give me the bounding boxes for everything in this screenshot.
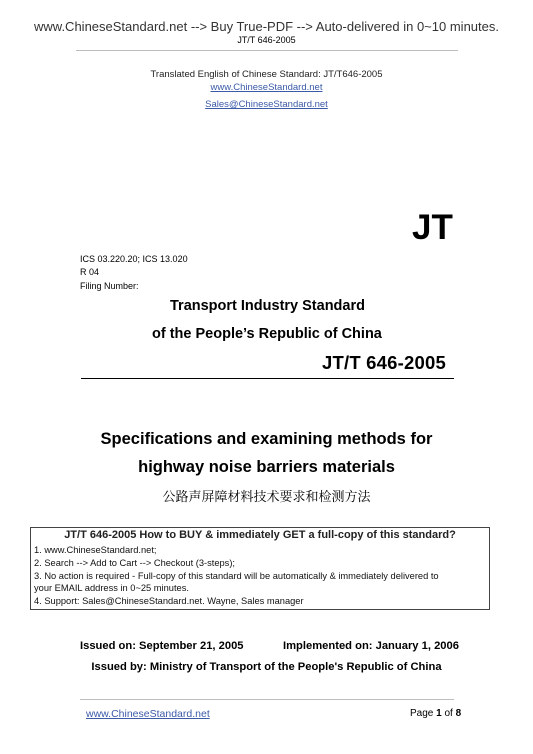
- purchase-step-3-cont: your EMAIL address in 0~25 minutes.: [34, 583, 189, 593]
- page-of: of: [441, 708, 456, 719]
- standard-type-line2: of the People’s Republic of China: [152, 326, 382, 342]
- issuing-authority: Issued by: Ministry of Transport of the People's Republic of China: [91, 661, 442, 673]
- main-title-line1: Specifications and examining methods for: [100, 430, 433, 448]
- category-mark: JT: [412, 208, 453, 247]
- page-total: 8: [455, 708, 462, 719]
- page-current: 1: [436, 708, 442, 719]
- purchase-step-3: 3. No action is required - Full-copy of this standard will be automatically & immediately delivered to: [34, 571, 439, 581]
- page-indicator: [410, 708, 461, 719]
- top-banner: www.ChineseStandard.net --> Buy True-PDF --> Auto-delivered in 0~10 minutes.: [34, 19, 499, 34]
- filing-number: Filing Number:: [80, 281, 139, 291]
- implemented-date: Implemented on: January 1, 2006: [283, 640, 459, 652]
- ics-code: ICS 03.220.20; ICS 13.020: [80, 254, 188, 264]
- purchase-info-box: [30, 527, 490, 610]
- standard-type-line1: Transport Industry Standard: [170, 298, 365, 314]
- footer-divider: [80, 699, 454, 700]
- purchase-step-1: 1. www.ChineseStandard.net;: [34, 545, 157, 555]
- issued-date: Issued on: September 21, 2005: [80, 640, 244, 652]
- header-divider: [76, 50, 458, 51]
- translated-line: Translated English of Chinese Standard: JT/T646-2005: [150, 69, 383, 80]
- standard-number: JT/T 646-2005: [322, 352, 446, 373]
- page-prefix: Page: [410, 708, 437, 719]
- intro-email-link[interactable]: Sales@ChineseStandard.net: [205, 99, 328, 110]
- purchase-step-4: 4. Support: Sales@ChineseStandard.net. Wayne, Sales manager: [34, 596, 304, 606]
- r-code: R 04: [80, 267, 100, 277]
- intro-website-link[interactable]: www.ChineseStandard.net: [210, 82, 323, 93]
- purchase-box-heading: JT/T 646-2005 How to BUY & immediately GET a full-copy of this standard?: [64, 529, 456, 541]
- footer-website-link[interactable]: www.ChineseStandard.net: [86, 708, 210, 720]
- intro-website-row: [0, 82, 533, 93]
- purchase-step-2: 2. Search --> Add to Cart --> Checkout (3-steps);: [34, 558, 235, 568]
- header-standard-code: JT/T 646-2005: [237, 35, 296, 45]
- main-title-line2: highway noise barriers materials: [138, 458, 395, 476]
- title-rule: [81, 378, 454, 379]
- chinese-title: 公路声屏障材料技术要求和检测方法: [162, 490, 371, 505]
- intro-email-row: [0, 99, 533, 110]
